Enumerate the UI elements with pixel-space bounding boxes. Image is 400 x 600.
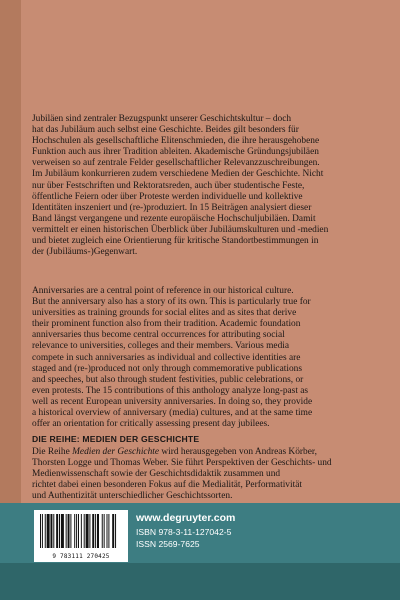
issn-number: ISSN 2569-7625	[136, 539, 200, 549]
series-text-rest: wird herausgegeben von Andreas Körber, Thorsten Logge und Thomas Weber. Sie führt Perspektiven der Geschichts- und Medienwissenschaft sowie der Geschichtsdidaktik zusammen und richtet dabei einen besonderen Fokus auf die Medialität, Performativität und Authentizität unterschiedlicher Geschichtssorten.	[32, 447, 332, 502]
blurb-english: Anniversaries are a central point of reference in our historical culture. But the anniversary also has a story of its own. This is particularly true for universities as training grounds for social elites and as sites that derive their prominent function also from their tradition. Academic foundation anniversaries thus become central occurrences for attributing social relevance to universities, colleges and their members. Various media compete in such anniversaries as individual and collective identities are staged and (re-)produced not only through commemorative publications and speeches, but also through student festivities, public celebrations, or even protests. The 15 contributions of this anthology analyze long-past as well as recent European university anniversaries. In doing so, they provide a historical overview of anniversary (media) cultures, and at the same time offer an orientation for critically assessing present day jubilees.	[32, 286, 313, 430]
publisher-imprint	[136, 511, 235, 550]
series-heading: DIE REIHE: MEDIEN DER GESCHICHTE	[32, 434, 200, 444]
barcode-bars	[40, 514, 122, 548]
bottom-band	[0, 563, 400, 600]
blurb-german: Jubiläen sind zentraler Bezugspunkt unserer Geschichtskultur – doch hat das Jubiläum auch selbst eine Geschichte. Beides gilt besonders für Hochschulen als gesellschaftliche Elitenschmieden, die ihre herausgehobene Funktion auch aus ihrer Tradition ableiten. Akademische Gründungsjubiläen verweisen so auf zentrale Felder gesellschaftlicher Relevanzzuschreibungen. Im Jubiläum konkurrieren zudem verschiedene Medien der Geschichte. Nicht nur über Festschriften und Rektoratsreden, auch über studentische Feste, öffentliche Feiern oder über Proteste werden individuelle und kollektive Identitäten inszeniert und (re-)produziert. In 15 Beiträgen analysiert dieser Band längst vergangene und rezente europäische Hochschuljubiläen. Damit vermittelt er einen historischen Überblick über Jubiläumskulturen und -medien und bietet zugleich eine Orientierung für kritische Standortbestimmungen in der (Jubiläums-)Gegenwart.	[32, 114, 329, 258]
series-title: Medien der Geschichte	[72, 447, 160, 457]
series-description	[32, 447, 367, 502]
series-text-lead: Die Reihe	[32, 447, 73, 457]
barcode-digits: 9 783111 270425	[52, 553, 110, 560]
publisher-url[interactable]: www.degruyter.com	[136, 512, 236, 524]
isbn-number: ISBN 978-3-11-127042-5	[136, 527, 232, 537]
isbn-barcode	[34, 510, 128, 562]
